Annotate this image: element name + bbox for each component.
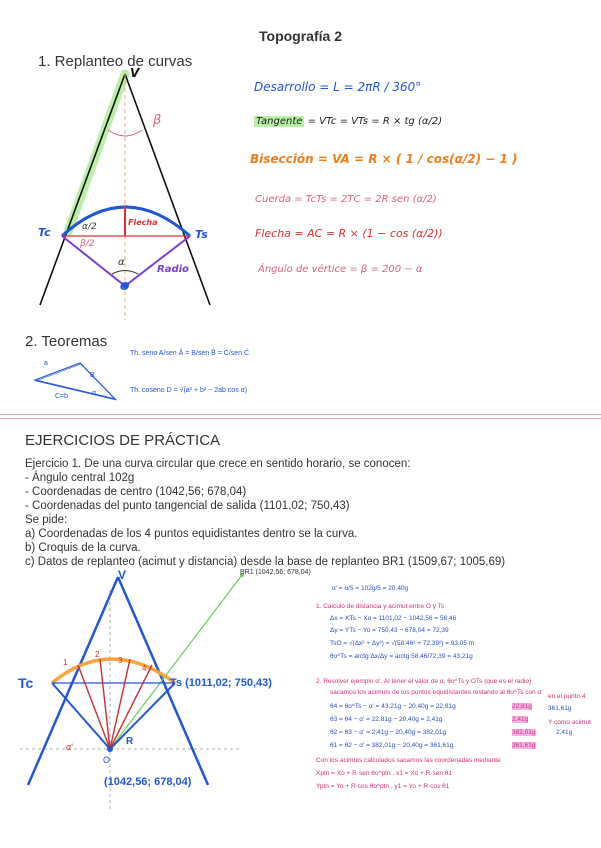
practice-heading: EJERCICIOS DE PRÁCTICA — [25, 432, 221, 449]
triangle-angle-label: α — [92, 390, 97, 397]
section2-heading: 2. Teoremas — [25, 333, 108, 350]
curve-diagram — [20, 60, 260, 320]
solution-line: θ4 = θo^Ts − α' = 43,21g − 20,40g = 22,81g — [330, 703, 456, 710]
exercise-line: b) Croquis de la curva. — [25, 542, 141, 554]
separator-line — [0, 414, 601, 415]
tangente-label: Tangente — [256, 116, 303, 127]
tc2-label: Tc — [18, 675, 34, 691]
solution-line: α' = α/5 = 102g/5 = 20,40g — [332, 585, 409, 592]
beta-half-label: β/2 — [80, 239, 95, 249]
point-4-label: 4 — [142, 664, 147, 673]
flecha-label: Flecha — [128, 218, 158, 227]
exercise-line: - Ángulo central 102g — [25, 472, 135, 484]
formula-tangente — [254, 116, 442, 127]
v-label: V — [130, 66, 140, 80]
result-highlight: 382,01g — [512, 729, 536, 736]
alpha2-label: α' — [66, 742, 73, 752]
solution-line: Δy = YTs − Yo = 750,43 − 678,04 = 72,39 — [330, 627, 449, 634]
o-label: O — [120, 280, 130, 293]
r-label: R — [126, 736, 134, 747]
exercise-line: c) Datos de replanteo (acimut y distancia) desde la base de replanteo BR1 (1509,67; 1005,69) — [25, 556, 506, 568]
v2-label: V — [118, 568, 127, 582]
alpha-label: α — [118, 257, 125, 268]
solution-line: Xptn = Xo + R·sen θo^ptn , x1 = Xo + R·sen θ1 — [316, 770, 453, 777]
point-3-label: 3 — [118, 656, 123, 665]
radio-label: Radio — [157, 264, 189, 275]
exercise-line: Se pide: — [25, 514, 68, 526]
result-highlight: 2,41g — [512, 716, 529, 723]
half-alpha-label: α/2 — [82, 222, 97, 232]
exercise-line: a) Coordenadas de los 4 puntos equidistantes dentro se la curva. — [25, 528, 358, 540]
br1-label: BR1 (1042,56; 678,04) — [240, 569, 311, 576]
formula-biseccion: Bisección = VA = R × ( 1 / cos(α/2) − 1 ) — [250, 152, 518, 166]
result-highlight: 22,81g — [512, 703, 532, 710]
solution-line: θo^Ts = arctg Δx/Δy = arctg 58,46/72,39 = 43,21g — [330, 653, 473, 660]
triangle-a-label: a — [44, 360, 48, 367]
theorem-coseno: Th. coseno D = √(a² + b² − 2ab cos α) — [130, 387, 248, 394]
formula-flecha: Flecha = AC = R × (1 − cos (α/2)) — [255, 227, 443, 240]
formula-angulo: Ángulo de vértice = β = 200 − α — [258, 264, 423, 275]
section1-heading: 1. Replanteo de curvas — [38, 53, 193, 70]
ts2-label: Ts (1011,02; 750,43) — [170, 677, 272, 689]
point-2-label: 2 — [95, 650, 100, 659]
page-title: Topografía 2 — [259, 28, 342, 44]
solution-line: θ2 = θ3 − α' = 2,41g − 20,40g = 382,01g — [330, 729, 447, 736]
solution-line: Yptn = Yo + R·cos θo^ptn , y1 = Yo + R·cos θ1 — [316, 783, 450, 790]
theorem-seno: Th. seno A/sen Â = B/sen B̂ = C/sen Ĉ — [130, 350, 250, 357]
solution-line: θ3 = θ4 − α' = 22,81g − 20,40g = 2,41g — [330, 716, 443, 723]
solution-line: TsO = √(Δx² + Δy²) = √(58,46² + 72,39²) = 93,05 m — [330, 640, 475, 647]
right-radius — [125, 236, 190, 286]
triangle-b-label: B — [90, 372, 95, 379]
beta-label: β — [153, 113, 162, 128]
o2-label: O — [103, 755, 111, 765]
tangente-rest: = VTc = VTs = R × tg (α/2) — [304, 116, 443, 127]
point-1-label: 1 — [63, 658, 68, 667]
side-note: en el punto 4 — [548, 693, 586, 700]
solution-line: sacamos los acimuts de los puntos equidistantes restando al θo^Ts con α' — [330, 689, 543, 696]
solution-line: Con los acimuts calculados sacamos las coordenadas mediante — [316, 757, 501, 764]
tc-label: Tc — [38, 226, 51, 239]
solution-line: 1. Calculo de distancia y acimut entre O y Ts — [316, 603, 445, 610]
exercise-line: - Coordenadas de centro (1042,56; 678,04) — [25, 486, 247, 498]
ts-label: Ts — [195, 228, 208, 241]
solution-line: θ1 = θ2 − α' = 382,01g − 20,40g = 361,61g — [330, 742, 454, 749]
exercise-line: - Coordenadas del punto tangencial de salida (1101,02; 750,43) — [25, 500, 350, 512]
formula-cuerda: Cuerda = TcTs = 2TC = 2R sen (α/2) — [255, 194, 437, 205]
side-note: Y como acimut — [548, 719, 591, 726]
side-note: 361,61g — [548, 705, 572, 712]
exercise-line: Ejercicio 1. De una curva circular que crece en sentido horario, se conocen: — [25, 458, 411, 470]
solution-line: Δx = XTs − Xo = 1101,02 − 1042,56 = 58,46 — [330, 615, 457, 622]
result-highlight: 361,61g — [512, 742, 536, 749]
separator-line-2 — [0, 418, 601, 419]
solution-line: 2. Resolver ejemplo α'. Al tener el valor de α, θo^Ts y OTs (que es el radio) — [316, 678, 532, 685]
theorem-triangle — [25, 355, 125, 405]
formula-desarrollo: Desarrollo = L = 2πR / 360° — [254, 80, 422, 94]
center-coords: (1042,56; 678,04) — [104, 776, 192, 788]
left-tangent-line — [40, 74, 125, 305]
side-note: 2,41g — [556, 729, 573, 736]
triangle-c-label: C=b — [55, 393, 69, 400]
